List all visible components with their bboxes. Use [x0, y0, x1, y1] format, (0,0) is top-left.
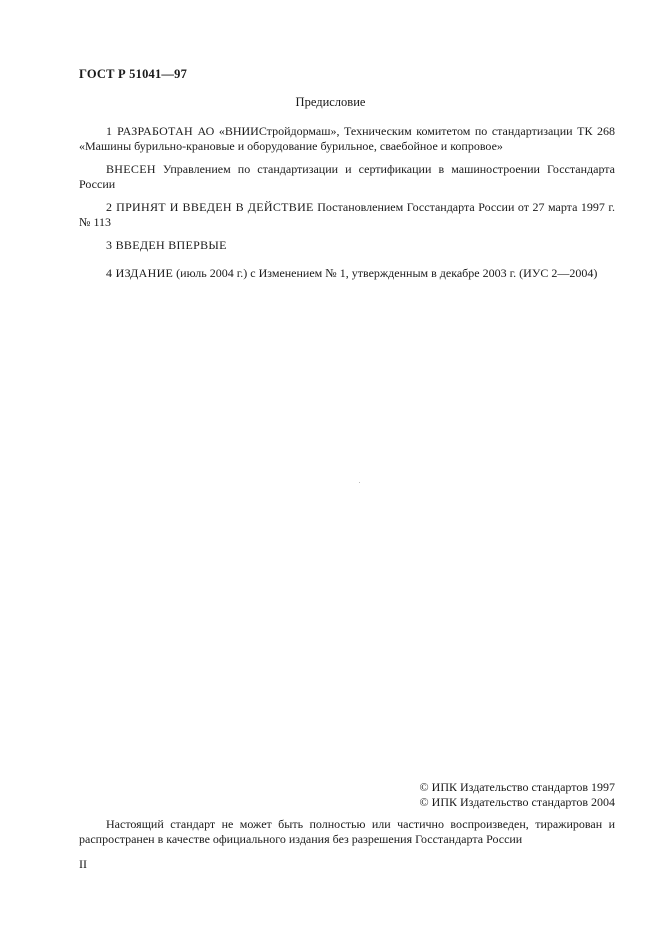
item-text: (июль 2004 г.) с Изменением № 1, утвержденным в декабре 2003 г. (ИУС 2—2004): [173, 266, 598, 280]
foreword-item-adopted: [79, 200, 615, 230]
foreword-item-edition: [79, 266, 615, 281]
document-code: ГОСТ Р 51041—97: [79, 67, 188, 81]
item-lead: ВНЕСЕН: [106, 162, 156, 176]
page-number: II: [79, 857, 87, 871]
foreword-item-introduced: [79, 162, 615, 192]
copyright-line: © ИПК Издательство стандартов 1997: [419, 780, 615, 794]
foreword-title: Предисловие: [295, 95, 366, 109]
item-lead: 1 РАЗРАБОТАН: [106, 124, 194, 138]
item-lead: 3 ВВЕДЕН ВПЕРВЫЕ: [106, 238, 227, 252]
item-text: Постановлением Госстандарта России от 27 марта 1997 г. № 113: [79, 200, 615, 229]
item-lead: 4 ИЗДАНИЕ: [106, 266, 174, 280]
copyright-line: © ИПК Издательство стандартов 2004: [419, 795, 615, 809]
foreword-item-first-introduced: [79, 238, 615, 253]
item-text: АО «ВНИИСтройдормаш», Техническим комитетом по стандартизации ТК 268 «Машины бурильно-крановые и оборудование бурильное, сваебойное и копровое»: [79, 124, 615, 153]
foreword-item-developed: [79, 124, 615, 154]
scan-speck: [359, 482, 360, 483]
item-lead: 2 ПРИНЯТ И ВВЕДЕН В ДЕЙСТВИЕ: [106, 200, 314, 214]
reproduction-notice: Настоящий стандарт не может быть полностью или частично воспроизведен, тиражирован и распространен в качестве официального издания без разрешения Госстандарта России: [79, 817, 615, 846]
item-text: Управлением по стандартизации и сертификации в машиностроении Госстандарта России: [79, 162, 615, 191]
